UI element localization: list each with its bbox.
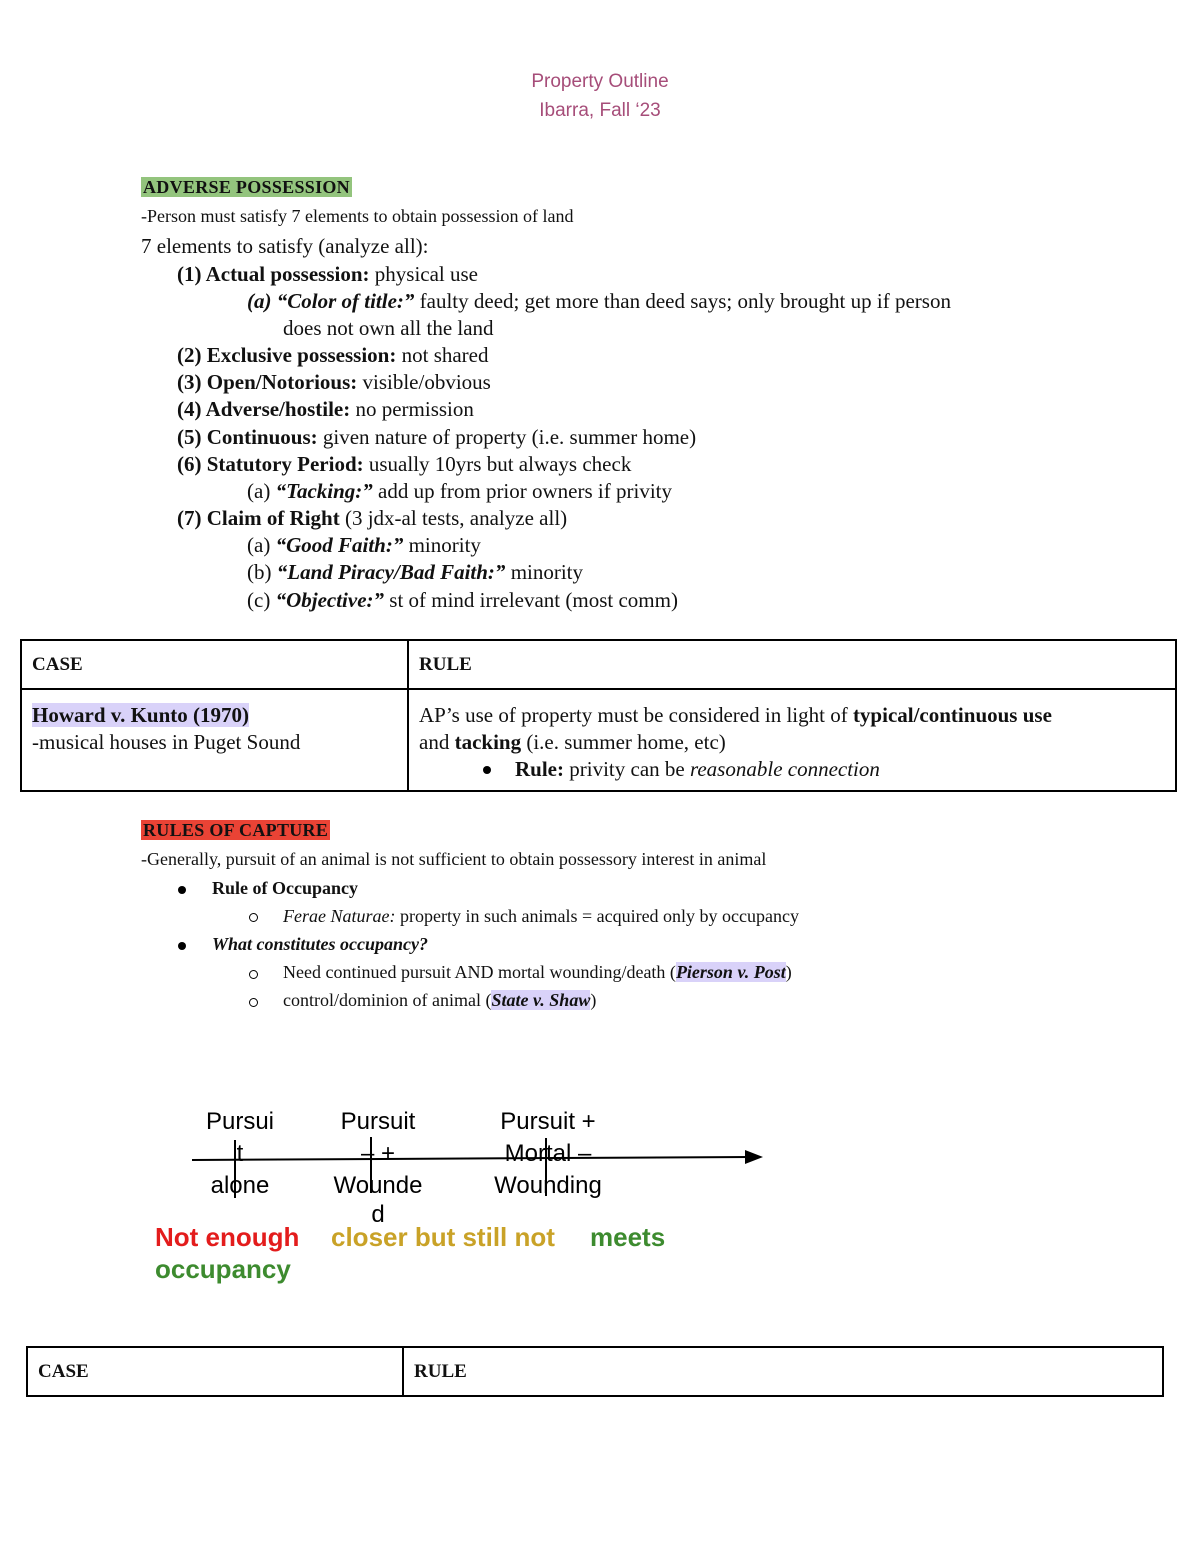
adverse-heading: ADVERSE POSSESSION <box>143 177 350 197</box>
capture-heading: RULES OF CAPTURE <box>143 820 329 840</box>
element-6: (6) Statutory Period: usually 10yrs but always check <box>177 452 632 476</box>
timeline-label-1: Pursui t alone <box>205 1108 275 1199</box>
capture-bullet-2b: control/dominion of animal (State v. Shaw) <box>283 990 597 1010</box>
element-6a: (a) “Tacking:” add up from prior owners if privity <box>247 479 672 503</box>
element-3: (3) Open/Notorious: visible/obvious <box>177 370 491 394</box>
capture-bullet-2: What constitutes occupancy? <box>212 934 429 954</box>
element-1: (1) Actual possession: physical use <box>177 262 479 286</box>
rule-bullet: Rule: privity can be reasonable connection <box>419 756 1165 783</box>
table-header-case: CASE <box>27 1347 403 1396</box>
case-link-pierson: Pierson v. Post <box>675 962 786 982</box>
case-note: -musical houses in Puget Sound <box>32 730 301 754</box>
rule-text: AP’s use of property must be considered in light of typical/continuous use <box>419 703 1052 727</box>
element-5: (5) Continuous: given nature of property (i.e. summer home) <box>177 425 697 449</box>
capture-bullet-2a: Need continued pursuit AND mortal wounding/death (Pierson v. Post) <box>283 962 792 982</box>
element-4: (4) Adverse/hostile: no permission <box>177 397 474 421</box>
label-meets: meets <box>590 1222 666 1252</box>
adverse-lead: 7 elements to satisfy (analyze all): <box>141 234 429 258</box>
label-closer: closer but still not <box>331 1222 555 1252</box>
page-title: Property Outline <box>531 71 669 92</box>
label-occupancy: occupancy <box>155 1254 291 1284</box>
table-header-rule: RULE <box>403 1347 1163 1396</box>
element-2: (2) Exclusive possession: not shared <box>177 343 489 367</box>
capture-intro: -Generally, pursuit of an animal is not sufficient to obtain possessory interest in animal <box>141 849 767 869</box>
timeline-label-2: Pursuit – + Wounde d <box>333 1108 423 1228</box>
case-table-capture <box>26 1346 1164 1397</box>
table-header-case: CASE <box>21 640 408 689</box>
capture-bullet-1: Rule of Occupancy <box>212 878 358 898</box>
timeline-arrowhead-icon <box>745 1150 763 1164</box>
rule-text-2: and tacking (i.e. summer home, etc) <box>419 730 726 754</box>
table-header-rule: RULE <box>408 640 1176 689</box>
case-name: Howard v. Kunto (1970) <box>32 703 250 727</box>
element-7: (7) Claim of Right (3 jdx-al tests, analyze all) <box>177 506 568 530</box>
element-7b: (b) “Land Piracy/Bad Faith:” minority <box>247 560 584 584</box>
page-subtitle: Ibarra, Fall ‘23 <box>539 100 661 121</box>
timeline-label-3: Pursuit + Mortal – Wounding <box>494 1108 602 1199</box>
label-not-enough: Not enough <box>155 1222 300 1252</box>
element-1a: (a) “Color of title:” faulty deed; get more than deed says; only brought up if person <box>247 289 951 313</box>
capture-bullet-1a: Ferae Naturae: property in such animals = acquired only by occupancy <box>283 906 800 926</box>
element-7c: (c) “Objective:” st of mind irrelevant (most comm) <box>247 588 678 612</box>
element-7a: (a) “Good Faith:” minority <box>247 533 481 557</box>
case-link-shaw: State v. Shaw <box>491 990 591 1010</box>
adverse-intro: -Person must satisfy 7 elements to obtain possession of land <box>141 206 574 226</box>
element-1a-cont: does not own all the land <box>283 316 494 340</box>
